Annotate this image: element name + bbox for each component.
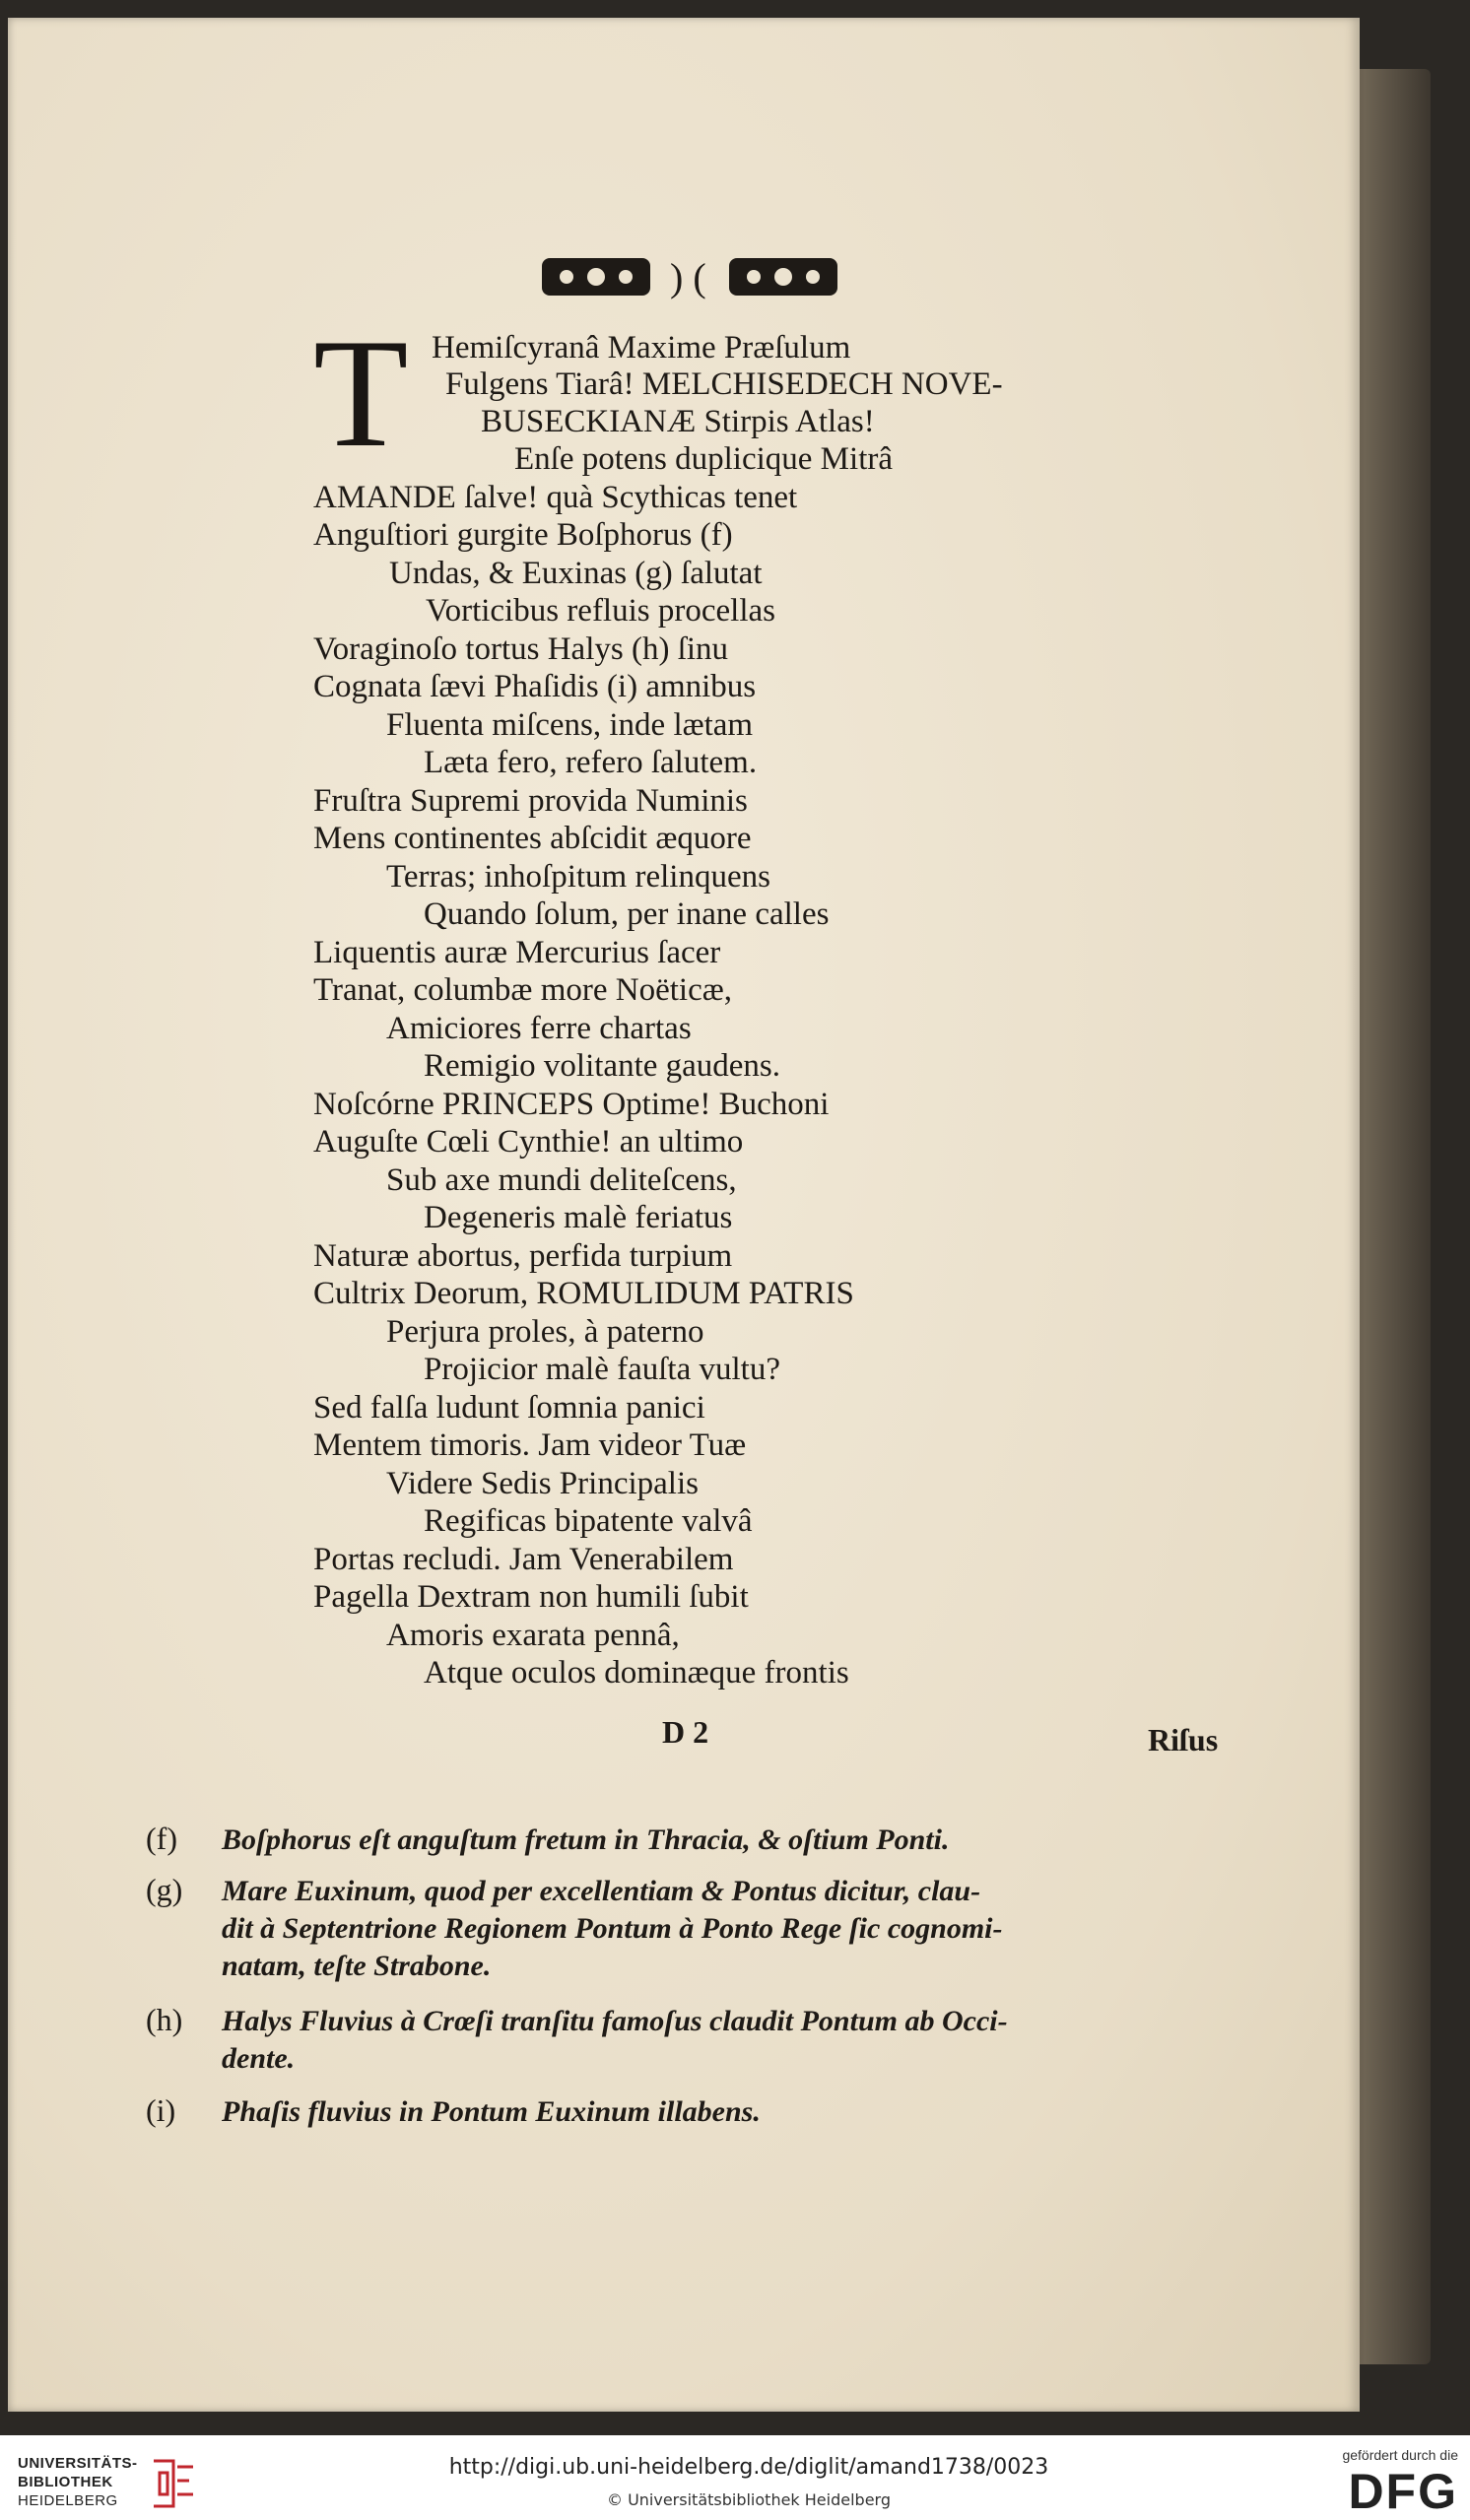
poem-line: Fruſtra Supremi provida Numinis <box>313 783 748 819</box>
poem-line: Liquentis auræ Mercurius ſacer <box>313 935 721 970</box>
library-name-line1: UNIVERSITÄTS- <box>18 2455 138 2472</box>
poem-line: Noſcórne PRINCEPS Optime! Buchoni <box>313 1087 830 1122</box>
copyright-notice: © Universitätsbibliothek Heidelberg <box>606 2490 891 2509</box>
poem-line: Fulgens Tiarâ! MELCHISEDECH NOVE- <box>445 366 1003 402</box>
poem-line: Vorticibus refluis procellas <box>426 593 775 629</box>
poem-line: Auguſte Cœli Cynthie! an ultimo <box>313 1124 744 1160</box>
poem-line: Sed falſa ludunt ſomnia panici <box>313 1390 705 1426</box>
poem-line: Voraginoſo tortus Halys (h) ſinu <box>313 631 729 667</box>
footnote-text: dit à Septentrione Regionem Pontum à Ponto Rege ſic cognomi- <box>222 1912 1003 1945</box>
poem-line: Quando ſolum, per inane calles <box>424 896 830 932</box>
poem-line: Cultrix Deorum, ROMULIDUM PATRIS <box>313 1276 854 1311</box>
poem-line: Projicior malè fauſta vultu? <box>424 1352 780 1387</box>
footnote-text: Halys Fluvius à Crœſi tranſitu famoſus claudit Pontum ab Occi- <box>222 2005 1008 2037</box>
footnote-text: natam, teſte Strabone. <box>222 1950 492 1982</box>
poem-line: Undas, & Euxinas (g) ſalutat <box>389 556 763 591</box>
poem-line: Pagella Dextram non humili ſubit <box>313 1579 749 1615</box>
funded-by-label: gefördert durch die <box>1342 2447 1458 2463</box>
poem-line: Tranat, columbæ more Noëticæ, <box>313 972 732 1008</box>
poem-line: Mentem timoris. Jam videor Tuæ <box>313 1427 747 1463</box>
footnote-text: Boſphorus eſt anguſtum fretum in Thracia, & oſtium Ponti. <box>222 1824 950 1856</box>
footnote-label: (h) <box>146 2002 183 2037</box>
footnote-label: (g) <box>146 1872 183 1907</box>
footnote-text: dente. <box>222 2042 296 2075</box>
poem-line: Naturæ abortus, perfida turpium <box>313 1238 733 1274</box>
footnote-text: Mare Euxinum, quod per excellentiam & Pontus dicitur, clau- <box>222 1875 981 1907</box>
signature-mark: D 2 <box>662 1714 709 1750</box>
poem-line: Terras; inhoſpitum relinquens <box>386 859 770 895</box>
poem-line: Atque oculos dominæque frontis <box>424 1655 849 1691</box>
library-name-line2: BIBLIOTHEK <box>18 2474 113 2490</box>
footnote-label: (i) <box>146 2092 176 2128</box>
poem-line: Enſe potens duplicique Mitrâ <box>514 441 893 477</box>
poem-line: Degeneris malè feriatus <box>424 1200 733 1235</box>
drop-capital: T <box>313 307 409 480</box>
poem-line: Videre Sedis Principalis <box>386 1466 699 1501</box>
poem-line: Regificas bipatente valvâ <box>424 1503 753 1539</box>
poem-line: AMANDE ſalve! quà Scythicas tenet <box>313 480 798 515</box>
footnote-label: (f) <box>146 1821 177 1856</box>
catchword: Riſus <box>1148 1722 1219 1757</box>
library-name-line3: HEIDELBERG <box>18 2492 118 2509</box>
poem-line: BUSECKIANÆ Stirpis Atlas! <box>481 404 875 439</box>
poem-line: Mens continentes abſcidit æquore <box>313 821 752 856</box>
poem-line: Fluenta miſcens, inde lætam <box>386 707 754 743</box>
poem-line: Amoris exarata pennâ, <box>386 1618 680 1653</box>
poem-line: Portas recludi. Jam Venerabilem <box>313 1542 734 1577</box>
ub-heidelberg-logo-icon <box>148 2453 199 2514</box>
poem-line: Cognata ſævi Phaſidis (i) amnibus <box>313 669 757 704</box>
poem-line: Amiciores ferre chartas <box>386 1011 692 1046</box>
poem-line: Sub axe mundi deliteſcens, <box>386 1162 737 1198</box>
poem-line: Læta fero, refero ſalutem. <box>424 745 758 780</box>
svg-text:) (: ) ( <box>670 255 706 299</box>
footnote-text: Phaſis fluvius in Pontum Euxinum illabens. <box>222 2095 761 2128</box>
dfg-logo: DFG <box>1348 2464 1458 2519</box>
poem-line: Anguſtiori gurgite Boſphorus (f) <box>313 517 733 553</box>
poem-line: Hemiſcyranâ Maxime Præſulum <box>432 330 851 365</box>
poem-line: Remigio volitante gaudens. <box>424 1048 781 1084</box>
poem-line: Perjura proles, à paterno <box>386 1314 704 1350</box>
page-url[interactable]: http://digi.ub.uni-heidelberg.de/diglit/amand1738/0023 <box>448 2455 1049 2480</box>
